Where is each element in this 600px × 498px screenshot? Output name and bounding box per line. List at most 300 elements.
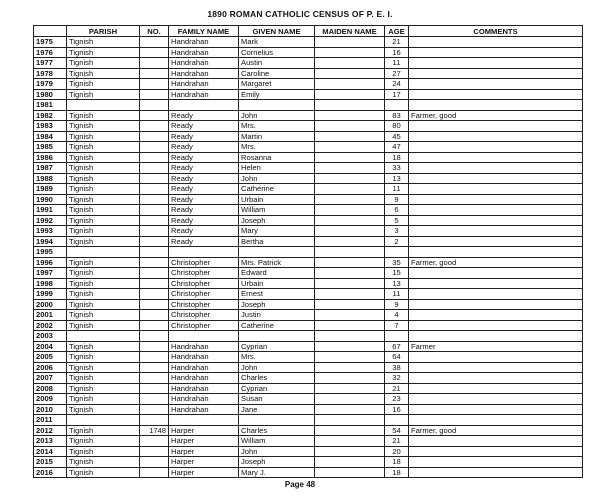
table-row	[34, 467, 583, 478]
header-parish: PARISH	[67, 26, 140, 37]
family-name-cell: Ready	[169, 142, 239, 153]
given-name-cell: Jane	[239, 404, 315, 415]
given-name-cell: Charles	[239, 425, 315, 436]
number-cell	[140, 215, 169, 226]
family-name-cell: Handrahan	[169, 68, 239, 79]
row-number: 1981	[34, 100, 67, 111]
row-number: 1989	[34, 184, 67, 195]
maiden-name-cell	[315, 194, 385, 205]
family-name-cell: Handrahan	[169, 394, 239, 405]
family-name-cell: Ready	[169, 110, 239, 121]
maiden-name-cell	[315, 152, 385, 163]
table-row	[34, 173, 583, 184]
comments-cell	[409, 299, 583, 310]
maiden-name-cell	[315, 404, 385, 415]
given-name-cell: Emily	[239, 89, 315, 100]
maiden-name-cell	[315, 47, 385, 58]
row-number: 1978	[34, 68, 67, 79]
number-cell: 1748	[140, 425, 169, 436]
given-name-cell: Joseph	[239, 457, 315, 468]
given-name-cell: Joseph	[239, 299, 315, 310]
parish-cell: Tignish	[67, 310, 140, 321]
number-cell	[140, 446, 169, 457]
maiden-name-cell	[315, 394, 385, 405]
given-name-cell: Mrs.	[239, 352, 315, 363]
given-name-cell: Mark	[239, 37, 315, 48]
census-body	[34, 37, 583, 478]
given-name-cell: Edward	[239, 268, 315, 279]
parish-cell: Tignish	[67, 362, 140, 373]
table-row	[34, 215, 583, 226]
given-name-cell: Mrs. Patrick	[239, 257, 315, 268]
age-cell: 18	[385, 457, 409, 468]
number-cell	[140, 205, 169, 216]
number-cell	[140, 131, 169, 142]
family-name-cell: Handrahan	[169, 383, 239, 394]
age-cell: 23	[385, 394, 409, 405]
parish-cell: Tignish	[67, 352, 140, 363]
comments-cell	[409, 278, 583, 289]
comments-cell	[409, 131, 583, 142]
family-name-cell: Christopher	[169, 278, 239, 289]
table-row	[34, 47, 583, 58]
number-cell	[140, 278, 169, 289]
table-row	[34, 268, 583, 279]
maiden-name-cell	[315, 226, 385, 237]
comments-cell	[409, 194, 583, 205]
age-cell: 5	[385, 215, 409, 226]
number-cell	[140, 268, 169, 279]
table-row	[34, 383, 583, 394]
parish-cell: Tignish	[67, 37, 140, 48]
maiden-name-cell	[315, 341, 385, 352]
number-cell	[140, 257, 169, 268]
age-cell: 21	[385, 436, 409, 447]
maiden-name-cell	[315, 457, 385, 468]
parish-cell: Tignish	[67, 226, 140, 237]
row-number: 1992	[34, 215, 67, 226]
table-row	[34, 278, 583, 289]
row-number: 2009	[34, 394, 67, 405]
given-name-cell: Urbain	[239, 278, 315, 289]
parish-cell: Tignish	[67, 79, 140, 90]
maiden-name-cell	[315, 373, 385, 384]
age-cell: 38	[385, 362, 409, 373]
row-number: 2000	[34, 299, 67, 310]
comments-cell	[409, 289, 583, 300]
family-name-cell: Handrahan	[169, 79, 239, 90]
table-row	[34, 194, 583, 205]
header-comments: COMMENTS	[409, 26, 583, 37]
table-row	[34, 362, 583, 373]
number-cell	[140, 236, 169, 247]
row-number: 1977	[34, 58, 67, 69]
number-cell	[140, 373, 169, 384]
number-cell	[140, 110, 169, 121]
given-name-cell: William	[239, 205, 315, 216]
comments-cell	[409, 173, 583, 184]
family-name-cell	[169, 331, 239, 342]
age-cell: 18	[385, 152, 409, 163]
family-name-cell: Handrahan	[169, 37, 239, 48]
parish-cell: Tignish	[67, 320, 140, 331]
family-name-cell: Ready	[169, 121, 239, 132]
number-cell	[140, 142, 169, 153]
maiden-name-cell	[315, 68, 385, 79]
maiden-name-cell	[315, 278, 385, 289]
parish-cell	[67, 247, 140, 258]
number-cell	[140, 289, 169, 300]
number-cell	[140, 194, 169, 205]
parish-cell: Tignish	[67, 89, 140, 100]
row-number: 1993	[34, 226, 67, 237]
given-name-cell	[239, 331, 315, 342]
comments-cell: Farmer, good	[409, 257, 583, 268]
row-number: 2012	[34, 425, 67, 436]
given-name-cell: Mrs.	[239, 142, 315, 153]
row-number: 2005	[34, 352, 67, 363]
given-name-cell: Justin	[239, 310, 315, 321]
table-row	[34, 89, 583, 100]
given-name-cell: Mary J.	[239, 467, 315, 478]
maiden-name-cell	[315, 352, 385, 363]
row-number: 1984	[34, 131, 67, 142]
row-number: 2014	[34, 446, 67, 457]
number-cell	[140, 163, 169, 174]
parish-cell: Tignish	[67, 299, 140, 310]
number-cell	[140, 37, 169, 48]
row-number: 1980	[34, 89, 67, 100]
table-row	[34, 373, 583, 384]
age-cell	[385, 415, 409, 426]
family-name-cell: Harper	[169, 425, 239, 436]
comments-cell: Farmer, good	[409, 425, 583, 436]
number-cell	[140, 394, 169, 405]
number-cell	[140, 247, 169, 258]
table-row	[34, 131, 583, 142]
maiden-name-cell	[315, 247, 385, 258]
parish-cell: Tignish	[67, 152, 140, 163]
parish-cell	[67, 331, 140, 342]
age-cell: 15	[385, 268, 409, 279]
age-cell: 11	[385, 184, 409, 195]
family-name-cell: Ready	[169, 173, 239, 184]
parish-cell: Tignish	[67, 131, 140, 142]
comments-cell	[409, 205, 583, 216]
maiden-name-cell	[315, 79, 385, 90]
number-cell	[140, 173, 169, 184]
maiden-name-cell	[315, 320, 385, 331]
age-cell: 16	[385, 47, 409, 58]
age-cell: 2	[385, 236, 409, 247]
comments-cell	[409, 268, 583, 279]
given-name-cell: Austin	[239, 58, 315, 69]
given-name-cell: Bertha	[239, 236, 315, 247]
maiden-name-cell	[315, 205, 385, 216]
age-cell: 24	[385, 79, 409, 90]
parish-cell: Tignish	[67, 394, 140, 405]
family-name-cell: Harper	[169, 446, 239, 457]
header-given-name: GIVEN NAME	[239, 26, 315, 37]
age-cell: 17	[385, 89, 409, 100]
table-row	[34, 37, 583, 48]
given-name-cell: Cyprian	[239, 341, 315, 352]
census-table	[33, 25, 583, 478]
parish-cell: Tignish	[67, 383, 140, 394]
table-row	[34, 289, 583, 300]
given-name-cell: Joseph	[239, 215, 315, 226]
age-cell: 47	[385, 142, 409, 153]
age-cell: 21	[385, 383, 409, 394]
given-name-cell: William	[239, 436, 315, 447]
comments-cell	[409, 152, 583, 163]
comments-cell	[409, 236, 583, 247]
number-cell	[140, 467, 169, 478]
table-row	[34, 404, 583, 415]
given-name-cell: Mrs.	[239, 121, 315, 132]
row-number: 2006	[34, 362, 67, 373]
maiden-name-cell	[315, 184, 385, 195]
maiden-name-cell	[315, 310, 385, 321]
table-row	[34, 310, 583, 321]
age-cell: 33	[385, 163, 409, 174]
maiden-name-cell	[315, 37, 385, 48]
age-cell: 83	[385, 110, 409, 121]
age-cell: 21	[385, 37, 409, 48]
given-name-cell: Ernest	[239, 289, 315, 300]
family-name-cell: Harper	[169, 457, 239, 468]
number-cell	[140, 404, 169, 415]
family-name-cell: Ready	[169, 226, 239, 237]
given-name-cell: Mary	[239, 226, 315, 237]
family-name-cell	[169, 247, 239, 258]
family-name-cell: Christopher	[169, 268, 239, 279]
row-number: 1982	[34, 110, 67, 121]
parish-cell: Tignish	[67, 278, 140, 289]
comments-cell	[409, 37, 583, 48]
number-cell	[140, 383, 169, 394]
age-cell: 32	[385, 373, 409, 384]
age-cell: 80	[385, 121, 409, 132]
family-name-cell: Ready	[169, 194, 239, 205]
comments-cell	[409, 362, 583, 373]
parish-cell: Tignish	[67, 257, 140, 268]
page-number: Page 48	[284, 480, 316, 489]
number-cell	[140, 89, 169, 100]
maiden-name-cell	[315, 215, 385, 226]
family-name-cell: Handrahan	[169, 373, 239, 384]
table-row	[34, 121, 583, 132]
comments-cell	[409, 436, 583, 447]
table-row	[34, 257, 583, 268]
comments-cell	[409, 89, 583, 100]
table-row	[34, 226, 583, 237]
comments-cell	[409, 184, 583, 195]
row-number: 1995	[34, 247, 67, 258]
comments-cell	[409, 121, 583, 132]
table-row	[34, 205, 583, 216]
maiden-name-cell	[315, 110, 385, 121]
table-row	[34, 100, 583, 111]
row-number: 1990	[34, 194, 67, 205]
given-name-cell	[239, 415, 315, 426]
table-row	[34, 394, 583, 405]
parish-cell: Tignish	[67, 436, 140, 447]
comments-cell	[409, 142, 583, 153]
table-row	[34, 163, 583, 174]
parish-cell: Tignish	[67, 457, 140, 468]
comments-cell	[409, 310, 583, 321]
family-name-cell	[169, 100, 239, 111]
comments-cell	[409, 415, 583, 426]
given-name-cell: John	[239, 173, 315, 184]
given-name-cell: Helen	[239, 163, 315, 174]
family-name-cell: Christopher	[169, 299, 239, 310]
family-name-cell: Ready	[169, 131, 239, 142]
table-row	[34, 152, 583, 163]
comments-cell	[409, 58, 583, 69]
header-family-name: FAMILY NAME	[169, 26, 239, 37]
age-cell: 16	[385, 404, 409, 415]
comments-cell	[409, 100, 583, 111]
parish-cell: Tignish	[67, 446, 140, 457]
age-cell	[385, 331, 409, 342]
family-name-cell: Christopher	[169, 289, 239, 300]
age-cell	[385, 100, 409, 111]
number-cell	[140, 320, 169, 331]
maiden-name-cell	[315, 100, 385, 111]
parish-cell: Tignish	[67, 58, 140, 69]
maiden-name-cell	[315, 446, 385, 457]
number-cell	[140, 47, 169, 58]
parish-cell: Tignish	[67, 467, 140, 478]
given-name-cell: Margaret	[239, 79, 315, 90]
table-row	[34, 457, 583, 468]
parish-cell: Tignish	[67, 341, 140, 352]
row-number: 2001	[34, 310, 67, 321]
row-number: 2007	[34, 373, 67, 384]
table-row	[34, 341, 583, 352]
age-cell: 4	[385, 310, 409, 321]
given-name-cell	[239, 100, 315, 111]
family-name-cell: Ready	[169, 236, 239, 247]
age-cell: 7	[385, 320, 409, 331]
maiden-name-cell	[315, 289, 385, 300]
age-cell: 13	[385, 278, 409, 289]
maiden-name-cell	[315, 257, 385, 268]
number-cell	[140, 352, 169, 363]
maiden-name-cell	[315, 163, 385, 174]
family-name-cell: Handrahan	[169, 47, 239, 58]
family-name-cell: Ready	[169, 184, 239, 195]
family-name-cell: Christopher	[169, 257, 239, 268]
age-cell: 67	[385, 341, 409, 352]
header-row-number	[34, 26, 67, 37]
maiden-name-cell	[315, 425, 385, 436]
row-number: 2011	[34, 415, 67, 426]
number-cell	[140, 310, 169, 321]
comments-cell	[409, 163, 583, 174]
table-row	[34, 184, 583, 195]
family-name-cell: Ready	[169, 163, 239, 174]
age-cell: 6	[385, 205, 409, 216]
comments-cell: Farmer, good	[409, 110, 583, 121]
row-number: 1985	[34, 142, 67, 153]
row-number: 2016	[34, 467, 67, 478]
maiden-name-cell	[315, 131, 385, 142]
header-no: NO.	[140, 26, 169, 37]
row-number: 1991	[34, 205, 67, 216]
age-cell	[385, 247, 409, 258]
header-age: AGE	[385, 26, 409, 37]
page-title: 1890 ROMAN CATHOLIC CENSUS OF P. E. I.	[207, 9, 393, 19]
family-name-cell: Harper	[169, 467, 239, 478]
row-number: 2015	[34, 457, 67, 468]
number-cell	[140, 68, 169, 79]
age-cell: 13	[385, 173, 409, 184]
family-name-cell: Christopher	[169, 320, 239, 331]
comments-cell	[409, 404, 583, 415]
number-cell	[140, 436, 169, 447]
number-cell	[140, 58, 169, 69]
comments-cell	[409, 47, 583, 58]
parish-cell	[67, 415, 140, 426]
table-row	[34, 415, 583, 426]
table-row	[34, 58, 583, 69]
parish-cell: Tignish	[67, 163, 140, 174]
parish-cell: Tignish	[67, 47, 140, 58]
parish-cell	[67, 100, 140, 111]
table-row	[34, 68, 583, 79]
number-cell	[140, 362, 169, 373]
row-number: 1997	[34, 268, 67, 279]
age-cell: 64	[385, 352, 409, 363]
given-name-cell	[239, 247, 315, 258]
row-number: 2010	[34, 404, 67, 415]
row-number: 1975	[34, 37, 67, 48]
row-number: 2004	[34, 341, 67, 352]
family-name-cell: Handrahan	[169, 352, 239, 363]
age-cell: 27	[385, 68, 409, 79]
parish-cell: Tignish	[67, 173, 140, 184]
maiden-name-cell	[315, 58, 385, 69]
given-name-cell: Cornelius	[239, 47, 315, 58]
row-number: 2003	[34, 331, 67, 342]
maiden-name-cell	[315, 436, 385, 447]
given-name-cell: Cyprian	[239, 383, 315, 394]
parish-cell: Tignish	[67, 142, 140, 153]
parish-cell: Tignish	[67, 68, 140, 79]
table-row	[34, 110, 583, 121]
given-name-cell: John	[239, 110, 315, 121]
comments-cell	[409, 394, 583, 405]
row-number: 1976	[34, 47, 67, 58]
number-cell	[140, 331, 169, 342]
parish-cell: Tignish	[67, 121, 140, 132]
family-name-cell	[169, 415, 239, 426]
comments-cell	[409, 68, 583, 79]
header-row	[34, 26, 583, 37]
number-cell	[140, 457, 169, 468]
row-number: 1988	[34, 173, 67, 184]
parish-cell: Tignish	[67, 268, 140, 279]
table-row	[34, 446, 583, 457]
family-name-cell: Handrahan	[169, 89, 239, 100]
family-name-cell: Ready	[169, 205, 239, 216]
given-name-cell: John	[239, 446, 315, 457]
comments-cell	[409, 79, 583, 90]
number-cell	[140, 341, 169, 352]
